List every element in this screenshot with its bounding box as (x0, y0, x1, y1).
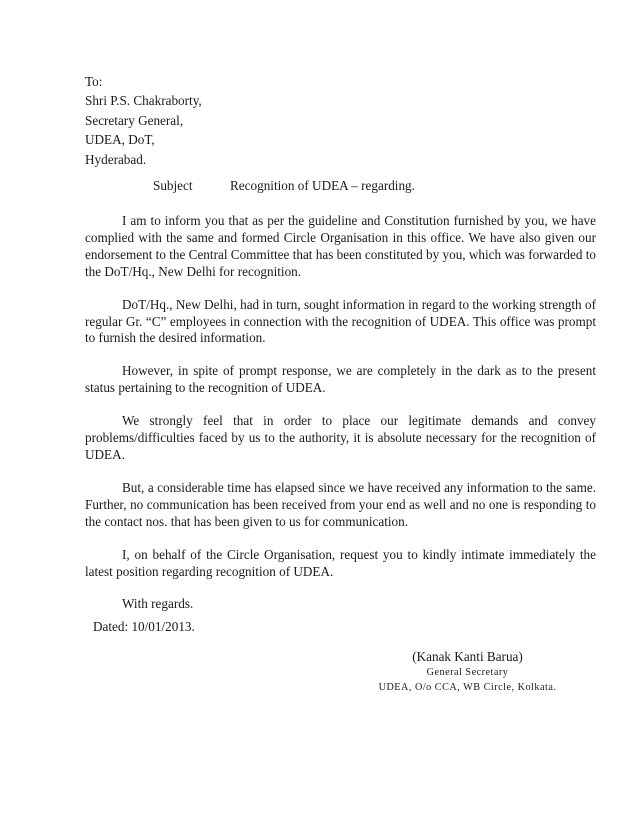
subject-label: Subject (153, 178, 193, 193)
signatory-title: General Secretary (426, 667, 509, 678)
signature-block (360, 648, 575, 696)
subject-line (153, 178, 415, 194)
body-paragraph: I am to inform you that as per the guideline and Constitution furnished by you, we have complied with the same and formed Circle Organisation in this office. We have also given our endorsement to the Central Committee that has been constituted by you, which was forwarded to the DoT/Hq., New Delhi for recognition. (85, 213, 596, 279)
address-line: Shri P.S. Chakraborty, (85, 93, 202, 109)
body-paragraph: I, on behalf of the Circle Organisation, request you to kindly intimate immediately the latest position regarding recognition of UDEA. (85, 546, 596, 579)
letter-date: Dated: 10/01/2013. (93, 619, 195, 634)
body-paragraph: However, in spite of prompt response, we are completely in the dark as to the present status pertaining to the recognition of UDEA. (85, 363, 596, 396)
address-line: Secretary General, (85, 112, 184, 128)
letter-body (85, 213, 596, 629)
body-paragraph: DoT/Hq., New Delhi, had in turn, sought information in regard to the working strength of regular Gr. “C” employees in connection with the recognition of UDEA. This office was prompt to furnish the desired information. (85, 296, 596, 346)
body-paragraph: But, a considerable time has elapsed since we have received any information to the same. Further, no communication has been received from your end as well and no one is responding to the contact nos. that has been given to us for communication. (85, 479, 596, 529)
address-line: To: (85, 74, 103, 89)
closing-salutation: With regards. (122, 596, 194, 612)
address-line: UDEA, DoT, (85, 132, 155, 148)
subject-text: Recognition of UDEA – regarding. (230, 178, 415, 193)
recipient-address (85, 72, 202, 169)
body-paragraph: We strongly feel that in order to place our legitimate demands and convey problems/difficulties faced by us to the authority, it is absolute necessary for the recognition of UDEA. (85, 413, 596, 462)
address-line: Hyderabad. (85, 151, 147, 167)
signatory-organisation: UDEA, O/o CCA, WB Circle, Kolkata. (378, 682, 557, 693)
signatory-name: (Kanak Kanti Barua) (412, 649, 523, 664)
